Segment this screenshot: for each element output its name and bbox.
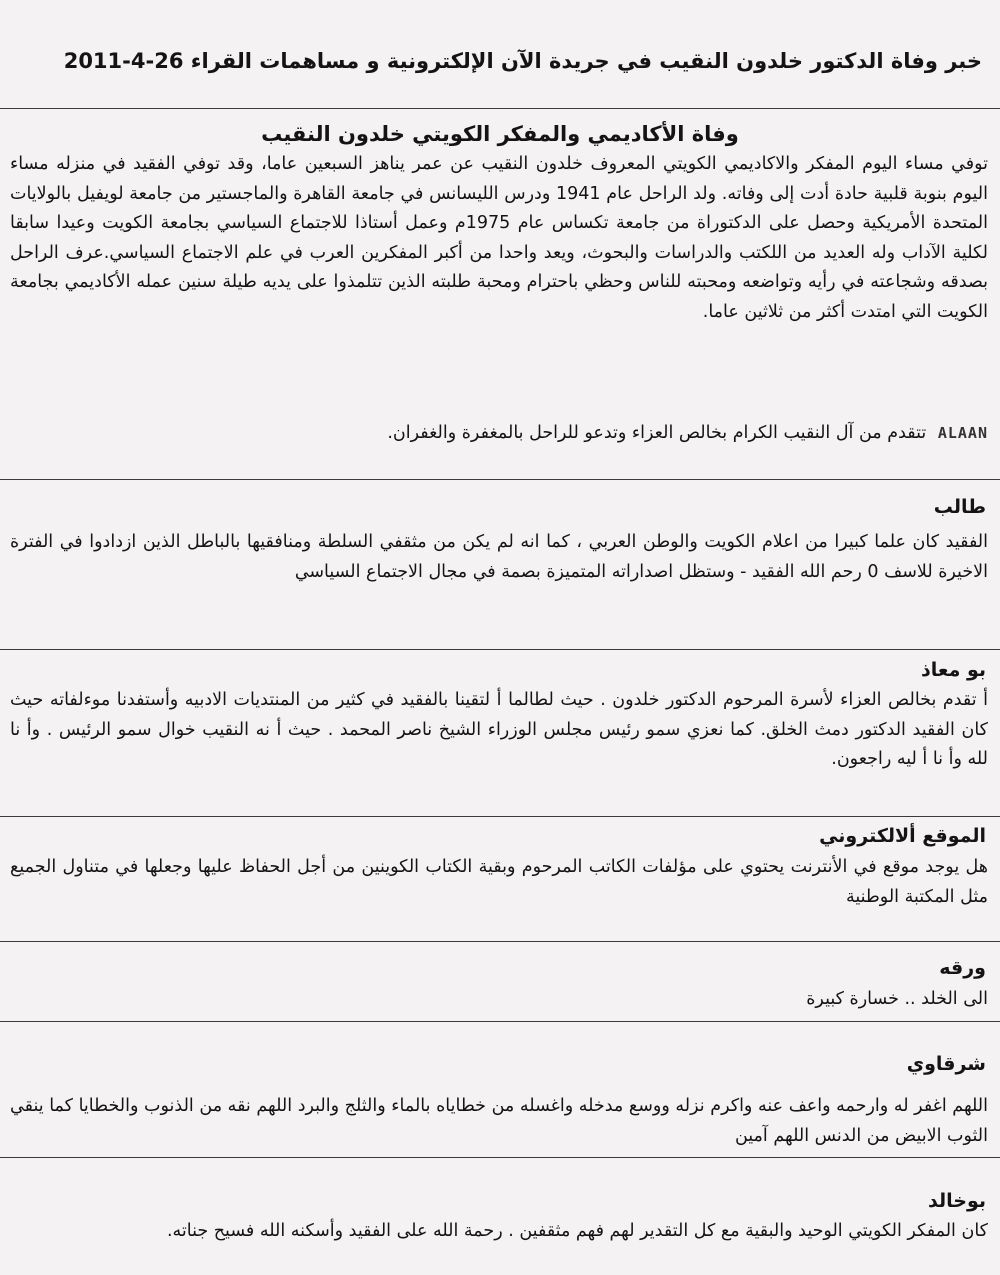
page-headline: خبر وفاة الدكتور خلدون النقيب في جريدة الآن الإلكترونية و مساهمات القراء 26-4-2011 — [63, 49, 982, 73]
comment-text: الفقيد كان علما كبيرا من اعلام الكويت والوطن العربي ، كما انه لم يكن من مثقفي السلطة ومنافقيها بالباطل الذين ازدادوا في الفترة الاخيرة للاسف 0 رحم الله الفقيد - وستظل اصداراته المتميزة بصمة في مجال الاجتماع السياسي — [10, 532, 988, 582]
divider — [0, 941, 1000, 942]
divider — [0, 1021, 1000, 1022]
comment-text: اللهم اغفر له وارحمه واعف عنه واكرم نزله ووسع مدخله واغسله من خطاياه بالماء والثلج والبرد اللهم نقه من الذنوب والخطايا كما ينقي الثوب الابيض من الدنس اللهم آمين — [10, 1096, 988, 1146]
divider — [0, 108, 1000, 109]
condolence-text: تتقدم من آل النقيب الكرام بخالص العزاء وتدعو للراحل بالمغفرة والغفران. — [387, 423, 927, 443]
brand-logo: ALAAN — [937, 424, 988, 442]
condolence-line — [200, 418, 988, 448]
comment-text: أ تقدم بخالص العزاء لأسرة المرحوم الدكتور خلدون . حيث لطالما أ لتقينا بالفقيد في كثير من المنتديات الادبيه وأستفدنا موءلفاته حيث كان الفقيد الدكتور دمث الخلق. كما نعزي سمو رئيس مجلس الوزراء الشيخ ناصر المحمد . حيث أ نه النقيب خوال سمو الرئيس . وأ نا لله وأ نا أ ليه راجعون. — [10, 690, 988, 769]
divider — [0, 1157, 1000, 1158]
divider — [0, 649, 1000, 650]
comment-author: بو معاذ — [920, 659, 986, 681]
comment-author: الموقع ألالكتروني — [819, 825, 986, 847]
comment-author: طالب — [933, 496, 986, 518]
article-title: وفاة الأكاديمي والمفكر الكويتي خلدون النقيب — [261, 122, 739, 146]
comment-text: كان المفكر الكويتي الوحيد والبقية مع كل التقدير لهم فهم مثقفين . رحمة الله على الفقيد وأسكنه الله فسيح جناته. — [166, 1221, 988, 1241]
comment-author: بوخالد — [928, 1190, 986, 1212]
comment-author: شرقاوي — [906, 1053, 986, 1075]
article-body: توفي مساء اليوم المفكر والاكاديمي الكويتي المعروف خلدون النقيب عن عمر يناهز السبعين عاما، وقد توفي الفقيد في منزله مساء اليوم بنوبة قلبية حادة أدت إلى وفاته. ولد الراحل عام 1941 ودرس الليسانس في جامعة القاهرة والماجستير من جامعة لويفيل بالولايات المتحدة الأمريكية وحصل على الدكتوراة من جامعة تكساس عام 1975م وعمل أستاذا للاجتماع السياسي بجامعة الكويت وعيدا سابقا لكلية الآداب وله العديد من اللكتب والدراسات والبحوث، ويعد واحدا من أكبر المفكرين العرب في علم الاجتماع السياسي.عرف الراحل بصدقه وشجاعته في رأيه وتواضعه ومحبته للناس وحظي باحترام ومحبة طلبته الذين تتلمذوا على يديه طيلة سنين عمله الأكاديمي بجامعة الكويت التي امتدت أكثر من ثلاثين عاما. — [10, 154, 989, 322]
comment-author: ورقه — [939, 957, 986, 979]
divider — [0, 816, 1000, 817]
divider — [0, 479, 1000, 480]
comment-text: هل يوجد موقع في الأنترنت يحتوي على مؤلفات الكاتب المرحوم وبقية الكتاب الكوينين من أجل الحفاظ عليها وجعلها في متناول الجميع مثل المكتبة الوطنية — [10, 857, 988, 907]
comment-text: الى الخلد .. خسارة كبيرة — [806, 989, 988, 1009]
